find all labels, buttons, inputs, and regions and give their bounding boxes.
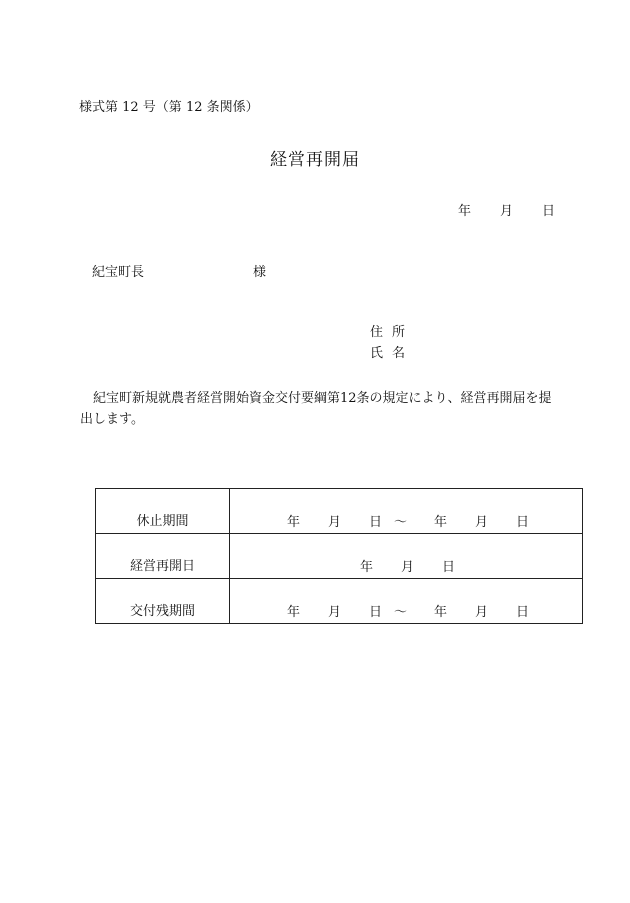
- remaining-period-value[interactable]: [230, 579, 583, 624]
- body-text: 紀宝町新規就農者経営開始資金交付要綱第12条の規定により、経営再開届を提出します。: [80, 391, 552, 427]
- end-day: 日: [516, 515, 530, 530]
- end-year: 年: [434, 605, 448, 620]
- start-month: 月: [328, 605, 342, 620]
- date-year-label: 年: [458, 204, 472, 219]
- resume-day: 日: [442, 560, 456, 575]
- table-row-remaining: [96, 579, 583, 624]
- date-month-label: 月: [500, 204, 514, 219]
- start-day: 日: [369, 605, 383, 620]
- end-month: 月: [475, 605, 489, 620]
- range-separator: ～: [394, 515, 408, 530]
- name-label: 氏名: [370, 346, 415, 361]
- suspension-period-label: 休止期間: [96, 489, 230, 534]
- resumption-date-value[interactable]: [230, 534, 583, 579]
- end-year: 年: [434, 515, 448, 530]
- form-number: 様式第 12 号（第 12 条関係）: [79, 100, 259, 115]
- start-day: 日: [369, 515, 383, 530]
- resumption-date-label: 経営再開日: [96, 534, 230, 579]
- start-month: 月: [328, 515, 342, 530]
- start-year: 年: [287, 605, 301, 620]
- resume-month: 月: [401, 560, 415, 575]
- range-separator: ～: [394, 605, 408, 620]
- period-table: [95, 488, 583, 624]
- table-row-suspension: [96, 489, 583, 534]
- addressee-honorific: 様: [253, 265, 267, 280]
- table-row-resumption: [96, 534, 583, 579]
- suspension-period-value[interactable]: [230, 489, 583, 534]
- start-year: 年: [287, 515, 301, 530]
- submission-date: [458, 200, 555, 219]
- addressee-name: 紀宝町長: [92, 265, 145, 280]
- remaining-period-label: 交付残期間: [96, 579, 230, 624]
- date-day-label: 日: [542, 204, 556, 219]
- resume-year: 年: [360, 560, 374, 575]
- address-label: 住所: [370, 325, 415, 340]
- end-day: 日: [516, 605, 530, 620]
- end-month: 月: [475, 515, 489, 530]
- document-title: 経営再開届: [270, 150, 360, 170]
